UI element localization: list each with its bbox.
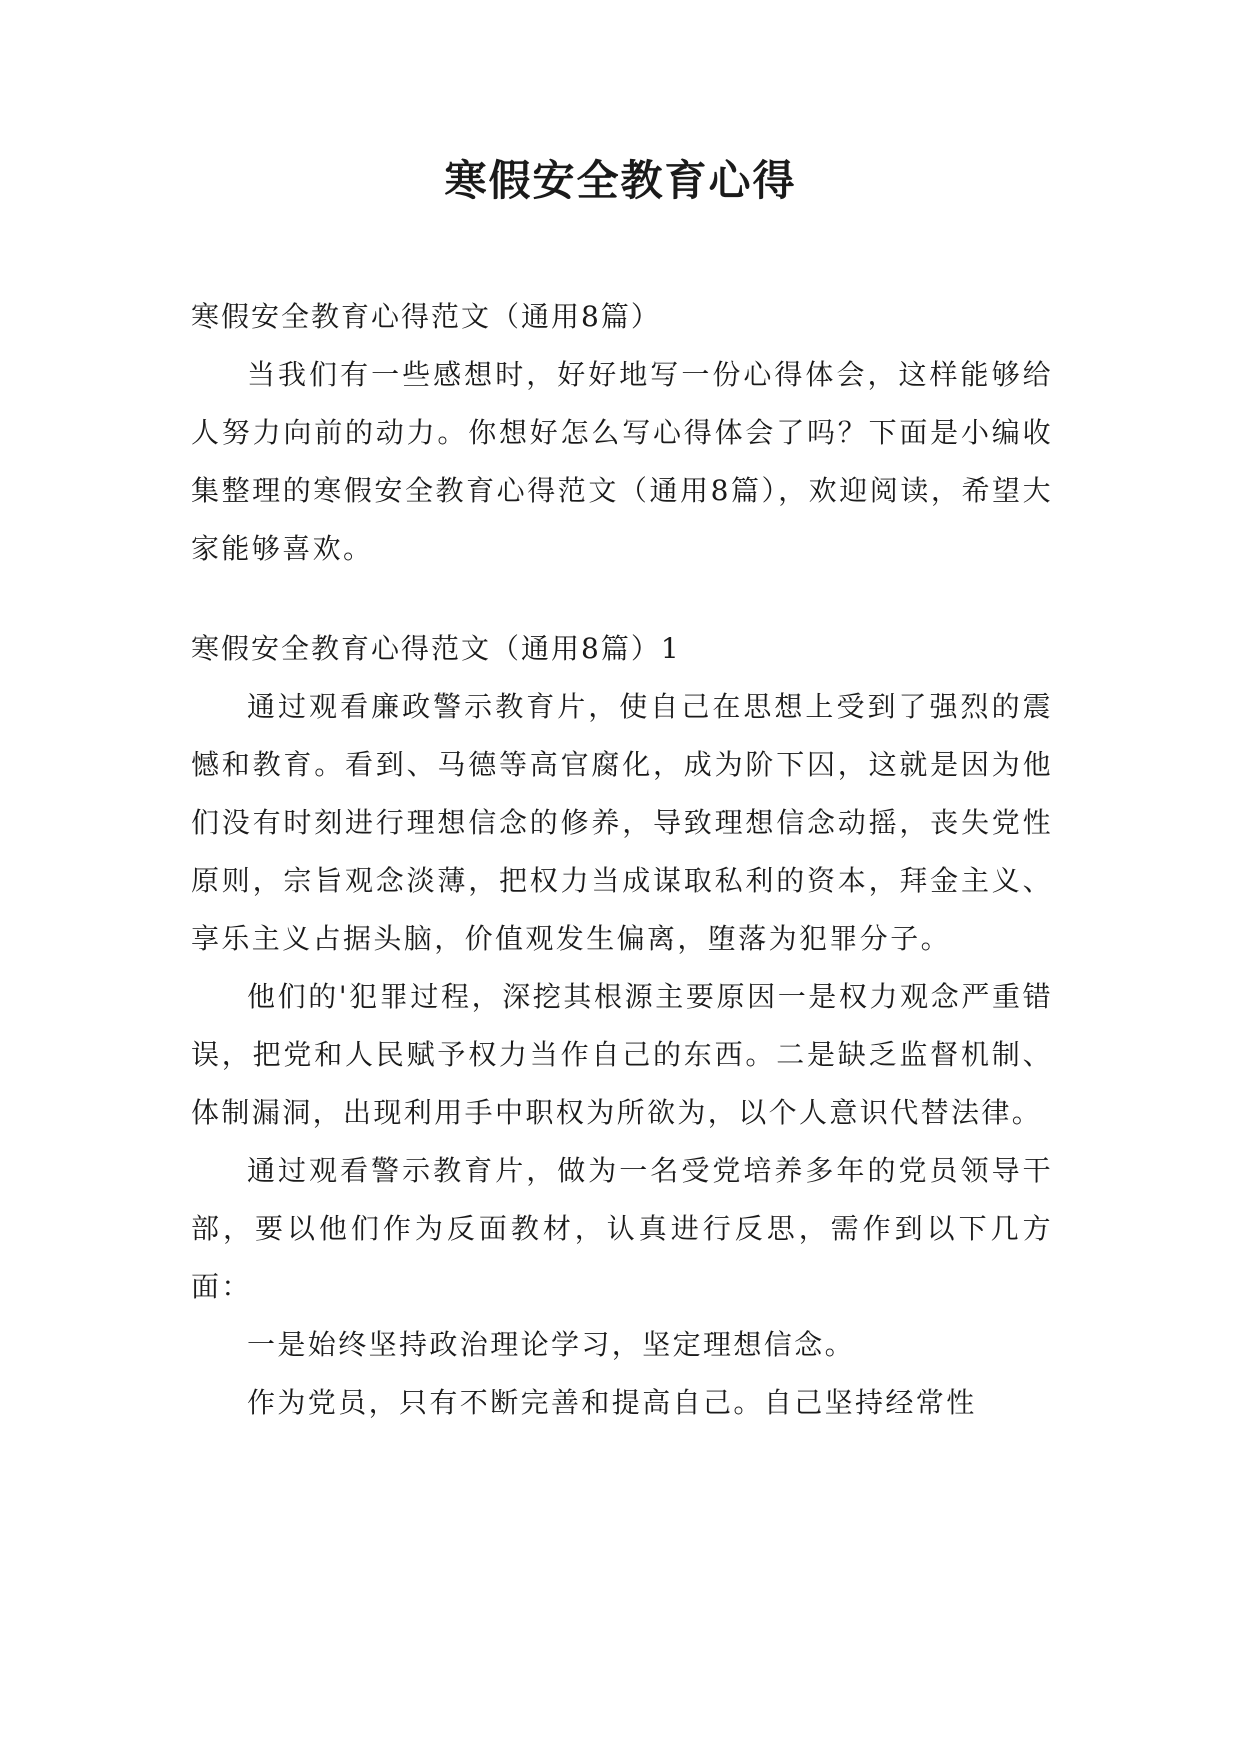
body-paragraph: 通过观看警示教育片，做为一名受党培养多年的党员领导干部，要以他们作为反面教材，认真进行反思，需作到以下几方面： xyxy=(191,1154,1053,1303)
subtitle: 寒假安全教育心得范文（通用8篇） xyxy=(191,300,661,333)
document-title: 寒假安全教育心得 xyxy=(444,156,797,205)
body-paragraph: 作为党员，只有不断完善和提高自己。自己坚持经常性 xyxy=(247,1386,977,1419)
section-spacer xyxy=(191,578,1053,620)
document-body xyxy=(191,288,1053,1432)
section-heading: 寒假安全教育心得范文（通用8篇）1 xyxy=(191,632,681,665)
body-paragraph: 一是始终坚持政治理论学习，坚定理想信念。 xyxy=(247,1328,856,1361)
intro-paragraph: 当我们有一些感想时，好好地写一份心得体会，这样能够给人努力向前的动力。你想好怎么写心得体会了吗？下面是小编收集整理的寒假安全教育心得范文（通用8篇），欢迎阅读，希望大家能够喜欢。 xyxy=(191,358,1053,565)
body-paragraph: 通过观看廉政警示教育片，使自己在思想上受到了强烈的震憾和教育。看到、马德等高官腐化，成为阶下囚，这就是因为他们没有时刻进行理想信念的修养，导致理想信念动摇，丧失党性原则，宗旨观念淡薄，把权力当成谋取私利的资本，拜金主义、享乐主义占据头脑，价值观发生偏离，堕落为犯罪分子。 xyxy=(191,690,1053,955)
body-paragraph: 他们的'犯罪过程，深挖其根源主要原因一是权力观念严重错误，把党和人民赋予权力当作自己的东西。二是缺乏监督机制、体制漏洞，出现利用手中职权为所欲为，以个人意识代替法律。 xyxy=(191,980,1053,1129)
